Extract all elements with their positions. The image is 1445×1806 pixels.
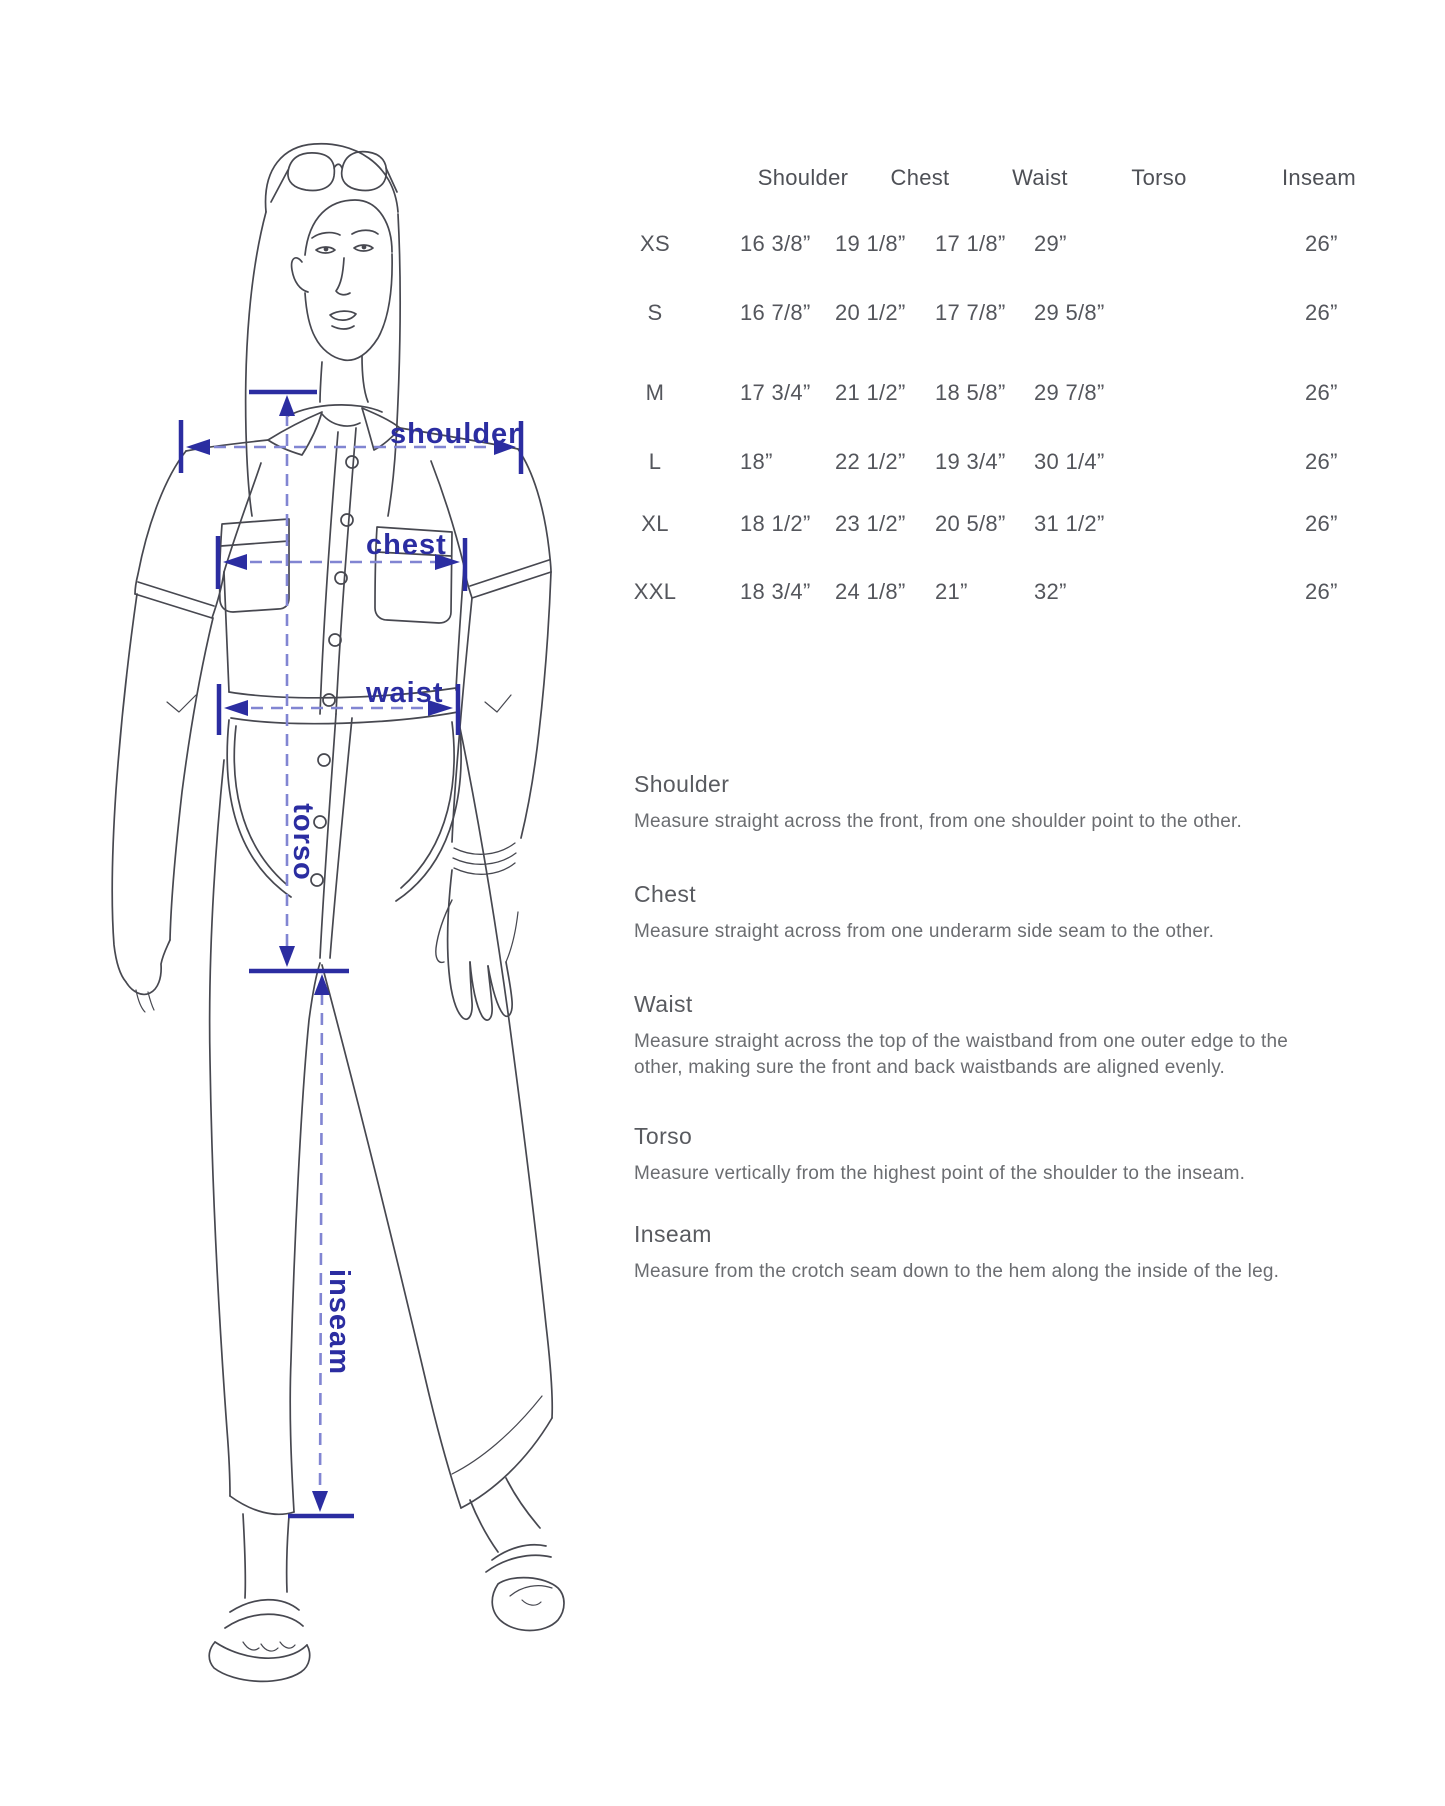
size-value: 32” <box>1034 579 1067 604</box>
definition-term: Torso <box>634 1123 693 1149</box>
size-value: 29 7/8” <box>1034 380 1105 405</box>
size-value: 21” <box>935 579 968 604</box>
definition-chest <box>634 881 1214 945</box>
definition-description: Measure vertically from the highest point of the shoulder to the inseam. <box>634 1163 1246 1184</box>
size-value: 26” <box>1305 231 1338 256</box>
definition-description: Measure straight across from one underarm side seam to the other. <box>634 921 1215 942</box>
size-value: 18 1/2” <box>740 511 811 536</box>
size-label: XXL <box>633 579 677 604</box>
definition-term: Waist <box>634 991 693 1017</box>
size-value: 22 1/2” <box>835 449 906 474</box>
size-label: M <box>645 380 665 405</box>
size-label: XS <box>640 231 670 256</box>
size-value: 20 1/2” <box>835 300 906 325</box>
figure-label-waist: waist <box>366 677 444 709</box>
definition-term: Shoulder <box>634 771 730 797</box>
definition-torso <box>634 1123 1245 1187</box>
size-value: 20 5/8” <box>935 511 1006 536</box>
size-value: 18” <box>740 449 773 474</box>
column-header: Torso <box>1131 165 1187 190</box>
size-value: 26” <box>1305 511 1338 536</box>
size-value: 31 1/2” <box>1034 511 1105 536</box>
size-value: 30 1/4” <box>1034 449 1105 474</box>
size-value: 17 3/4” <box>740 380 811 405</box>
size-value: 26” <box>1305 579 1338 604</box>
size-value: 18 3/4” <box>740 579 811 604</box>
size-value: 16 3/8” <box>740 231 811 256</box>
size-label: S <box>647 300 663 325</box>
size-value: 24 1/8” <box>835 579 906 604</box>
size-value: 16 7/8” <box>740 300 811 325</box>
size-value: 26” <box>1305 449 1338 474</box>
figure-label-shoulder: shoulder <box>390 418 521 450</box>
column-header: Shoulder <box>757 165 849 190</box>
size-value: 26” <box>1305 380 1338 405</box>
size-label: L <box>648 449 662 474</box>
column-header: Inseam <box>1282 165 1356 190</box>
size-value: 29” <box>1034 231 1067 256</box>
figure-label-inseam: inseam <box>323 1269 355 1375</box>
definition-inseam <box>634 1221 1279 1285</box>
size-label: XL <box>641 511 669 536</box>
figure-label-torso: torso <box>287 803 319 881</box>
definition-description: Measure from the crotch seam down to the hem along the inside of the leg. <box>634 1261 1280 1282</box>
size-value: 26” <box>1305 300 1338 325</box>
size-value: 19 1/8” <box>835 231 906 256</box>
size-value: 17 7/8” <box>935 300 1006 325</box>
size-value: 29 5/8” <box>1034 300 1105 325</box>
size-value: 18 5/8” <box>935 380 1006 405</box>
column-header: Chest <box>890 165 950 190</box>
size-value: 21 1/2” <box>835 380 906 405</box>
definition-description: Measure straight across the top of the waistband from one outer edge to the other, making sure the front and back waistbands are aligned evenly. <box>634 1031 1288 1078</box>
definition-waist <box>634 991 1329 1081</box>
definition-shoulder <box>634 771 1242 835</box>
size-value: 23 1/2” <box>835 511 906 536</box>
figure-label-chest: chest <box>366 529 447 561</box>
definition-term: Chest <box>634 881 697 907</box>
column-header: Waist <box>1012 165 1068 190</box>
definition-term: Inseam <box>634 1221 712 1247</box>
definition-description: Measure straight across the front, from one shoulder point to the other. <box>634 811 1242 832</box>
size-value: 17 1/8” <box>935 231 1006 256</box>
size-value: 19 3/4” <box>935 449 1006 474</box>
